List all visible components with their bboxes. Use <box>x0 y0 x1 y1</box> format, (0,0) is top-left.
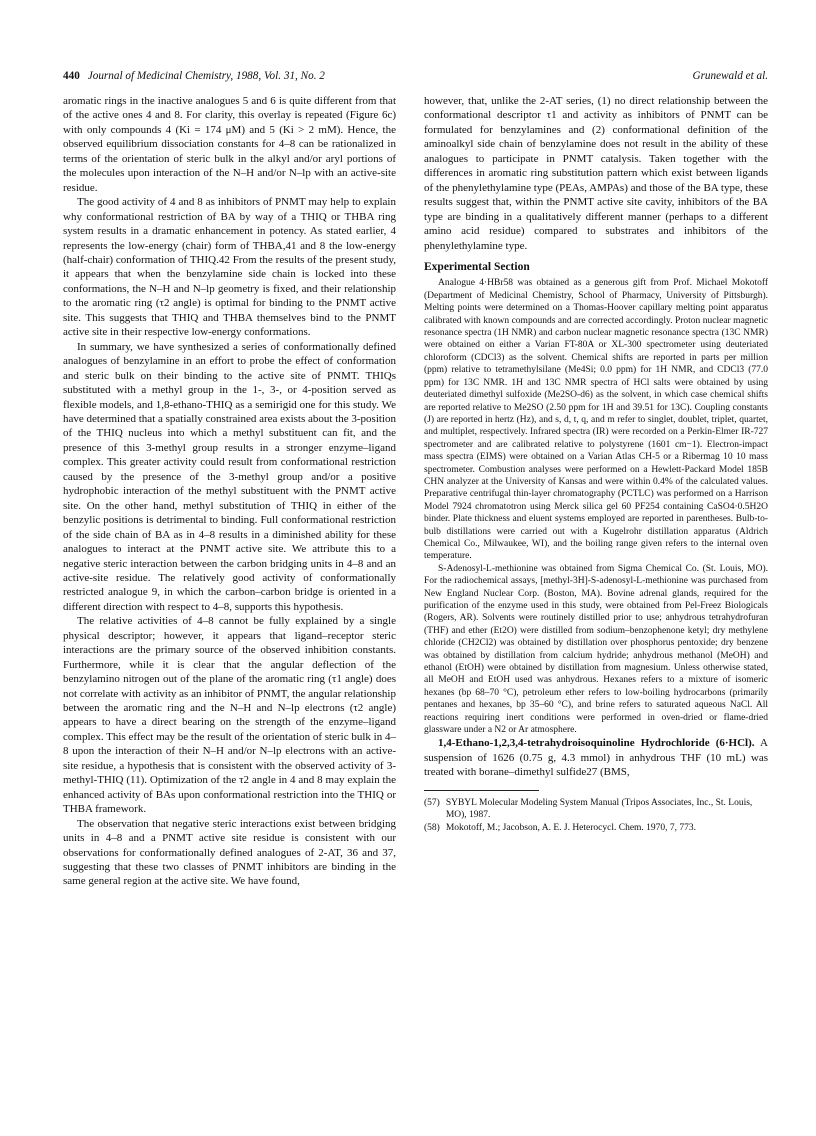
right-column <box>424 94 768 1106</box>
paragraph: In summary, we have synthesized a series of conformationally defined analogues of benzylamine in an effort to probe the effect of conformation and steric bulk on their binding to the active site of PNMT. THIQs substituted with a methyl group in the 1-, 3-, or 4-position served as flexible models, and 1,8-ethano-THIQ as a semirigid one for this study. We have determined that a spatially constrained area exists about the 3-position of the THIQ nucleus into which a methyl substituent can fit, and the presence of this 3-methyl group results in a stronger enzyme–ligand complex. This greater activity could result from conformational restriction caused by the presence of the 3-methyl group and/or a positive hydrophobic interaction of the methyl substituent with the PNMT active site. On the other hand, methyl substitution of THIQ in either of the benzylic positions is detrimental to binding. Full conformational restriction of the side chain of BA as in 4–8 results in a diminished ability for these analogues to interact at the PNMT active site. We attribute this to a negative steric interaction between the carbon bridging units in 4–8 and an active-site residue. The relatively good activity of conformationally restricted analogue 9, in which the carbon–carbon bridge is oriented in a different direction with respect to 4–8, supports this hypothesis. <box>63 340 396 613</box>
paragraph: The good activity of 4 and 8 as inhibitors of PNMT may help to explain why conformational restriction of BA by way of a THIQ or THBA ring system results in a dramatic enhancement in potency. As stated earlier, 4 represents the low-energy (chair) form of THBA,41 and 8 the low-energy (half-chair) conformation of THIQ.42 From the results of the present study, it appears that when the benzylamine side chain is locked into these conformations, the N–H and N–lp geometry is fixed, and their relationship to the aromatic ring (τ2 angle) is optimal for binding to the PNMT active site. This suggests that THIQ and THBA themselves bind to the PNMT active site in their respective low-energy conformations. <box>63 196 396 339</box>
journal-citation: Journal of Medicinal Chemistry, 1988, Vol. 31, No. 2 <box>87 70 325 82</box>
compound-title: 1,4-Ethano-1,2,3,4-tetrahydroisoquinoline Hydrochloride (6·HCl). <box>438 737 755 750</box>
footnote <box>424 822 768 834</box>
section-heading: Experimental Section <box>424 260 530 273</box>
footnote-text: Mokotoff, M.; Jacobson, A. E. J. Heterocycl. Chem. 1970, 7, 773. <box>445 822 697 833</box>
footnote <box>424 797 768 822</box>
paragraph: aromatic rings in the inactive analogues 5 and 6 is quite different from that of the active ones 4 and 8. For clarity, this overlay is repeated (Figure 6c) with only compounds 4 (Ki = 174 μM) and 5 (Ki > 2 mM). Hence, the observed equilibrium dissociation constants for 4–8 can be rationalized in terms of the orientation of steric bulk in the alkyl and/or aryl portions of the molecules upon interaction of the N–H and/or N–lp with an active-site residue. <box>63 95 396 194</box>
left-column <box>63 94 396 1106</box>
experimental-paragraph: S-Adenosyl-L-methionine was obtained from Sigma Chemical Co. (St. Louis, MO). For the radiochemical assays, [methyl-3H]-S-adenosyl-L-methionine was purchased from New England Nuclear Corp. (Boston, MA). Bovine adrenal glands, required for the purification of the enzyme used in this study, were obtained from Pel-Freez Biologicals (Rogers, AR). Solvents were routinely distilled prior to use; anhydrous tetrahydrofuran (THF) and ether (Et2O) were distilled from sodium–benzophenone ketyl; dry methylene chloride (CH2Cl2) was obtained by distillation over phosphorus pentoxide; dry benzene was obtained by distillation from calcium hydride; anhydrous methanol (MeOH) and ethanol (EtOH) were obtained by distillation from magnesium. Unless otherwise stated, all MeOH and EtOH used was anhydrous. Hexanes refers to a mixture of isomeric hexanes (bp 68–70 °C), petroleum ether refers to low-boiling hydrocarbons (primarily pentanes and hexanes, bp 35–60 °C), and brine refers to saturated aqueous NaCl. All reactions requiring inert conditions were performed in oven-dried or flame-dried glassware under a N2 or Ar atmosphere. <box>424 563 768 736</box>
header-left <box>63 70 325 82</box>
header-authors: Grunewald et al. <box>692 70 768 82</box>
compound-paragraph <box>424 736 768 779</box>
footnote-number: (57) <box>424 797 440 808</box>
compound-text: A suspension of 1626 (0.75 g, 4.3 mmol) in anhydrous THF (10 mL) was treated with borane–dimethyl sulfide27 (BMS, <box>424 737 768 779</box>
running-header <box>63 70 768 88</box>
footnote-number: (58) <box>424 822 440 833</box>
footnotes <box>424 797 768 834</box>
paragraph: however, that, unlike the 2-AT series, (1) no direct relationship between the conformational descriptor τ1 and activity as inhibitors of PNMT can be formulated for benzylamines and (2) conformational definition of the aminoalkyl side chain of benzylamine does not result in the ability of these analogues to participate in PNMT catalysis. Taken together with the differences in aromatic ring substitution pattern which exist between ligands of the phenylethylamine type (PEAs, AMPAs) and those of the BA type, these results suggest that, within the PNMT active site cavity, inhibitors of the BA type are binding in a qualitatively different manner (perhaps to a different amino acid residue) compared to substrates and inhibitors of the phenylethylamine type. <box>424 95 768 252</box>
experimental-paragraph: Analogue 4·HBr58 was obtained as a generous gift from Prof. Michael Mokotoff (Department of Medicinal Chemistry, School of Pharmacy, University of Pittsburgh). Melting points were determined on a Thomas-Hoover capillary melting point apparatus calibrated with known compounds and are corrected accordingly. Proton nuclear magnetic resonance spectra (1H NMR) and carbon nuclear magnetic resonance spectra (13C NMR) were obtained on either a Varian FT-80A or XL-300 spectrometer using deuteriated chloroform (CDCl3) as the solvent. Chemical shifts are reported in parts per million (ppm) relative to tetramethylsilane (Me4Si; 0.0 ppm) for 1H NMR, and CDCl3 (77.0 ppm) for 13C NMR. 1H and 13C NMR spectra of HCl salts were obtained by using deuteriated dimethyl sulfoxide (Me2SO-d6) as the solvent, in which case chemical shifts are reported relative to Me2SO (2.50 ppm for 1H and 39.51 for 13C). Coupling constants (J) are reported in hertz (Hz), and s, d, t, q, and m refer to singlet, doublet, triplet, quartet, and multiplet, respectively. Infrared spectra (IR) were recorded on a Perkin-Elmer IR-727 spectrometer and are calibrated relative to polystyrene (1601 cm−1). Electron-impact mass spectra (EIMS) were obtained on a Varian Atlas CH-5 or a Ribermag 10 10 mass spectrometer. Combustion analyses were performed on a Hewlett-Packard Model 185B CHN analyzer at the University of Kansas and were within 0.4% of the calculated values. Preparative centrifugal thin-layer chromatography (PCTLC) was performed on a Harrison Model 7924 chromatotron using Merck silica gel 60 PF254 containing CaSO4·0.5H2O binder. Plate thickness and eluent systems employed are reported in parentheses. Bulb-to-bulb distillations were carried out with a Kugelrohr distillation apparatus (Aldrich Chemical Co., Milwaukee, WI), and the boiling range given refers to the internal oven temperature. <box>424 278 768 562</box>
footnote-text: SYBYL Molecular Modeling System Manual (Tripos Associates, Inc., St. Louis, MO), 1987. <box>445 797 753 821</box>
paragraph: The relative activities of 4–8 cannot be fully explained by a single physical descriptor; however, it appears that ligand–receptor steric interactions are the primary source of the observed inhibition constants. Furthermore, while it is clear that the angular deflection of the benzylamino nitrogen out of the plane of the aromatic ring (τ1 angle) does not correlate with activity as an inhibitor of PNMT, the angular relationship between the aromatic ring and the N–H and N–lp electrons (τ2 angle) appears to have a direct bearing on the strength of the enzyme–ligand complex. This effect may be the result of the orientation of steric bulk in 4–8 upon the interaction of their N–H and/or N–lp electrons with an active-site residue, a hypothesis that is consistent with the observed activity of 3-methyl-THIQ (11). Optimization of the τ2 angle in 4 and 8 may explain the enhanced activity of BAs upon conformational restriction into the THIQ or THBA framework. <box>63 615 396 816</box>
paragraph: The observation that negative steric interactions exist between bridging units in 4–8 and a PNMT active site residue is consistent with our observations for conformationally defined analogues of 2-AT, 36 and 37, suggesting that these two classes of PNMT inhibitors are binding in the same general region at the active site. We have found, <box>63 817 396 888</box>
page-number: 440 <box>63 70 80 82</box>
footnote-rule <box>424 790 539 791</box>
